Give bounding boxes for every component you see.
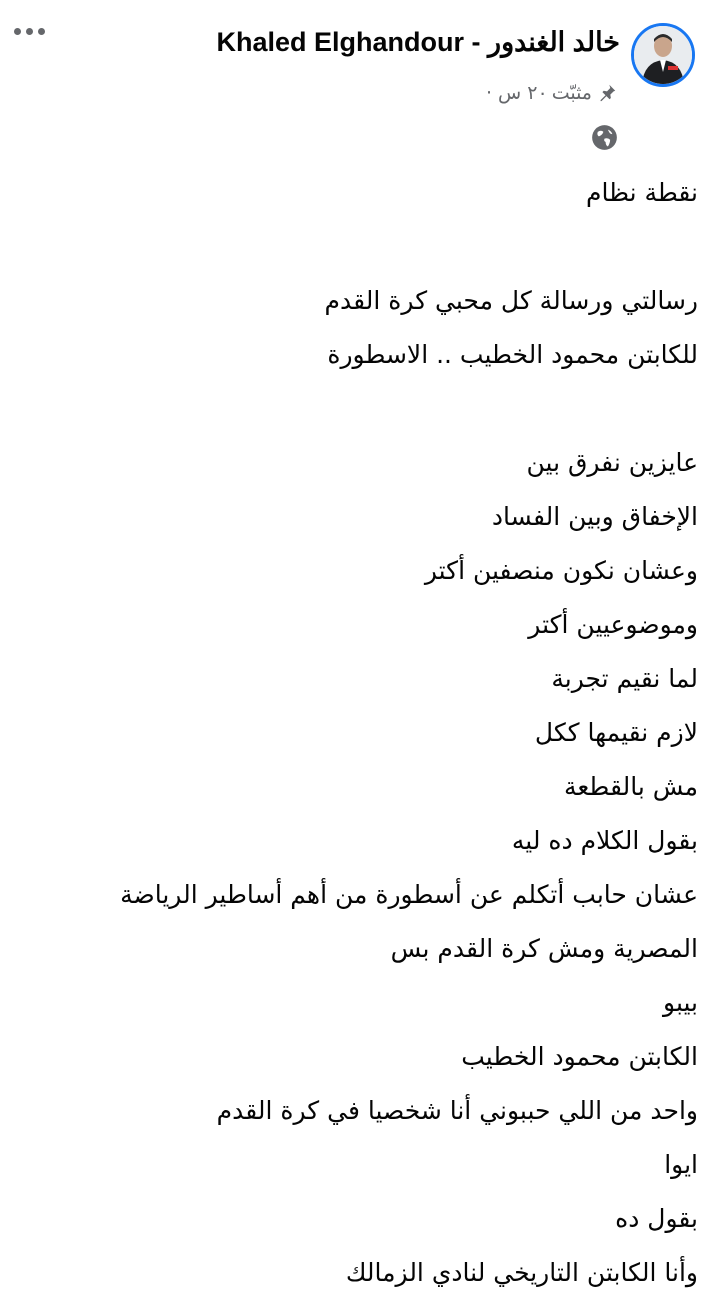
post-line: مش بالقطعة [563,772,698,801]
post-line: الإخفاق وبين الفساد [491,502,698,531]
post-line: عشان حابب أتكلم عن أسطورة من أهم أساطير الرياضة [120,880,698,909]
post-line: وأنا الكابتن التاريخي لنادي الزمالك [345,1258,698,1287]
author-name[interactable]: Khaled Elghandour - خالد الغندور [216,27,620,57]
post-line: للكابتن محمود الخطيب .. الاسطورة [327,340,698,369]
post-line: رسالتي ورسالة كل محبي كرة القدم [324,286,698,315]
post-line: ايوا [664,1150,698,1179]
post-line: وعشان نكون منصفين أكتر [424,556,698,585]
post-line: وموضوعيين أكتر [528,610,698,639]
pin-icon [596,82,618,104]
post-line: بقول ده [615,1204,698,1233]
pinned-label: مثبّت [551,82,592,104]
more-icon [14,28,21,35]
post-meta [486,82,618,104]
post-line: بقول الكلام ده ليه [511,826,698,855]
avatar[interactable] [631,23,695,87]
post-line: بيبو [663,988,698,1017]
post-line: عايزين نفرق بين [526,448,698,477]
post-line: لما نقيم تجربة [551,664,698,693]
post-timestamp[interactable]: ٢٠ س · [485,82,548,104]
post-line: واحد من اللي حببوني أنا شخصيا في كرة القدم [216,1096,698,1125]
blank-line [18,220,698,274]
post-text [18,166,698,1300]
post-line: الكابتن محمود الخطيب [461,1042,698,1071]
avatar-photo [634,26,692,84]
post-line: المصرية ومش كرة القدم بس [390,934,698,963]
globe-icon[interactable] [591,124,618,151]
post-line: نقطة نظام [585,178,698,207]
post-header [0,0,720,170]
post-line: لازم نقيمها ككل [534,718,698,747]
more-icon [26,28,33,35]
more-icon [38,28,45,35]
blank-line [18,382,698,436]
more-options-button[interactable] [14,28,45,35]
